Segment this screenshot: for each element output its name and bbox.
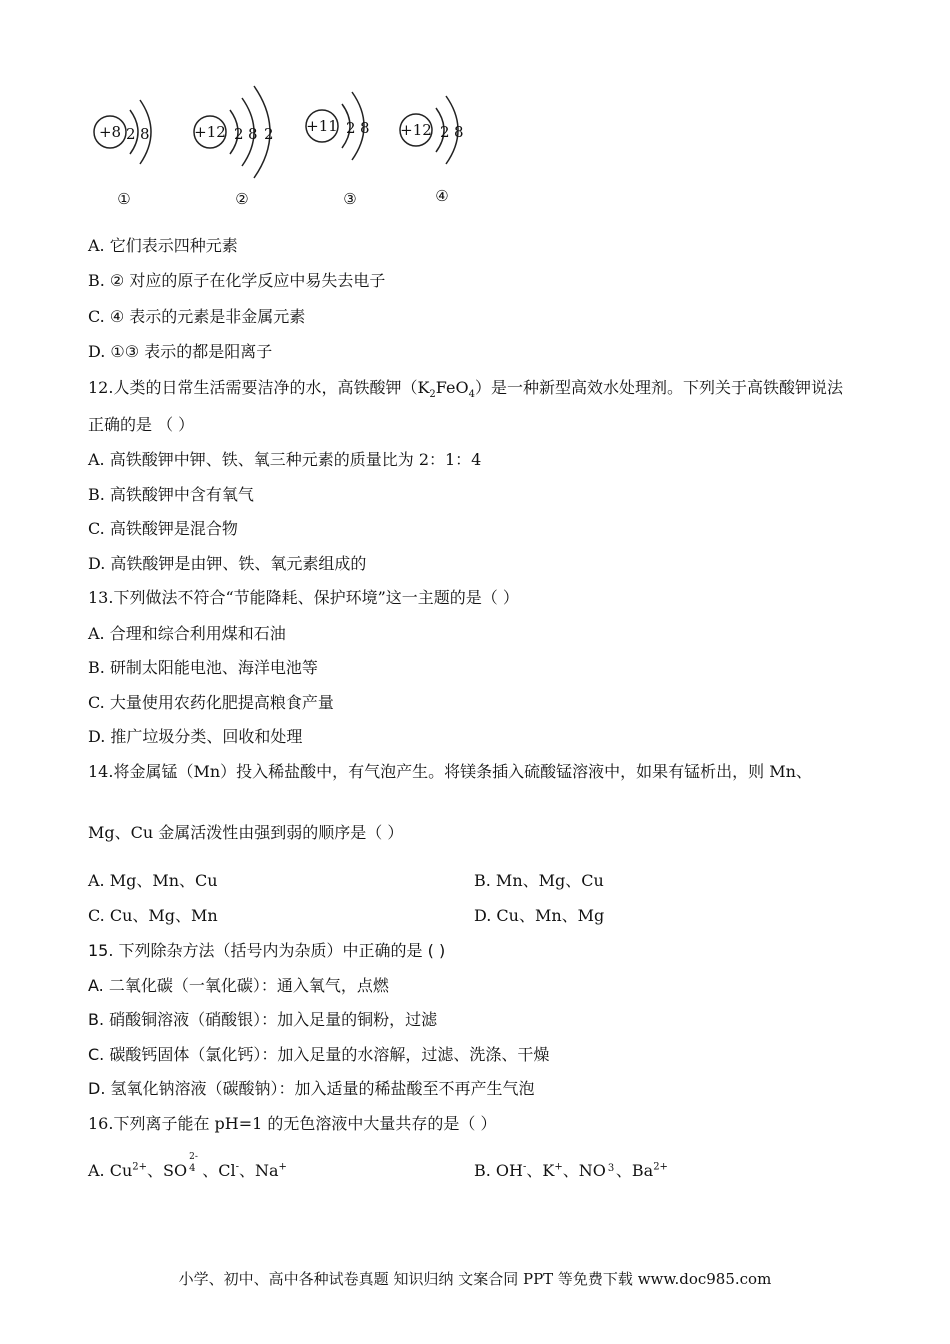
q16-a-cl: 、Cl [197,1161,236,1180]
q16-a-cu: A. Cu [88,1161,133,1180]
q13-stem: 13.下列做法不符合“节能降耗、保护环境”这一主题的是（ ） [88,588,519,607]
q12-k-subscript: 2 [429,389,436,401]
q16-b-ba: 、Ba [615,1161,654,1180]
q13-option-d: D. 推广垃圾分类、回收和处理 [88,727,303,746]
q11-option-c: C. ④ 表示的元素是非金属元素 [88,307,306,326]
shell-2-2: 8 [248,125,258,143]
atom-label-3: ③ [343,190,357,208]
q13-option-b: B. 研制太阳能电池、海洋电池等 [88,658,318,677]
q14-option-b: B. Mn、Mg、Cu [474,871,604,890]
shell-3-1: 2 [346,119,356,137]
q16-b-no-subscript: 3 [607,1163,615,1174]
nucleus-charge-2: +12 [194,123,226,141]
atom-label-2: ② [235,190,249,208]
q15-option-d: D. 氢氧化钠溶液（碳酸钠）：加入适量的稀盐酸至不再产生气泡 [88,1079,535,1098]
q12-feo: FeO [435,378,469,397]
q16-a-so-charge: 2- [189,1152,198,1162]
q16-a-cl-charge: - [235,1161,239,1173]
q13-option-c: C. 大量使用农药化肥提高粮食产量 [88,693,334,712]
q16-b-k: 、K [526,1161,555,1180]
q15-option-a: A. 二氧化碳（一氧化碳）：通入氧气，点燃 [88,976,389,995]
q12-option-a: A. 高铁酸钾中钾、铁、氧三种元素的质量比为 2：1：4 [88,450,482,469]
shell-1-2: 8 [140,125,150,143]
q16-b-k-charge: + [554,1161,563,1173]
q16-a-so-subscript: 4 [189,1163,196,1174]
shell-1-1: 2 [126,125,136,143]
q15-option-c: C. 碳酸钙固体（氯化钙）：加入足量的水溶解，过滤、洗涤、干燥 [88,1045,550,1064]
q12-option-d: D. 高铁酸钾是由钾、铁、氧元素组成的 [88,554,367,573]
q15-stem: 15. 下列除杂方法（括号内为杂质）中正确的是 ( ) [88,941,446,960]
q16-stem: 16.下列离子能在 pH=1 的无色溶液中大量共存的是（ ） [88,1114,497,1133]
shell-2-3: 2 [264,125,274,143]
q15-option-b: B. 硝酸铜溶液（硝酸银）：加入足量的铜粉，过滤 [88,1010,438,1029]
q14-option-a: A. Mg、Mn、Cu [88,871,218,890]
q13-option-a: A. 合理和综合利用煤和石油 [88,624,286,643]
q11-option-d: D. ①③ 表示的都是阳离子 [88,342,273,361]
q16-a-na-charge: + [278,1161,287,1173]
q12-stem-pre: 12.人类的日常生活需要洁净的水，高铁酸钾（K [88,378,430,397]
shell-4-2: 8 [454,123,464,141]
q14-option-d: D. Cu、Mn、Mg [474,906,605,925]
atomic-structure-diagram [86,82,486,212]
q16-a-so: 、SO [147,1161,188,1180]
q16-a-na: 、Na [238,1161,279,1180]
q11-option-b: B. ② 对应的原子在化学反应中易失去电子 [88,271,386,290]
q16-b-oh: B. OH [474,1161,523,1180]
q14-stem-2: Mg、Cu 金属活泼性由强到弱的顺序是（ ） [88,823,404,842]
q12-stem-2: 正确的是 （ ） [88,415,195,434]
shell-3-2: 8 [360,119,370,137]
atom-label-4: ④ [435,187,449,205]
q16-b-ba-charge: 2+ [653,1161,668,1173]
nucleus-charge-3: +11 [306,117,338,135]
q14-stem-1: 14.将金属锰（Mn）投入稀盐酸中，有气泡产生。将镁条插入硫酸锰溶液中，如果有锰析出，则 Mn、 [88,762,812,781]
q16-b-no: 、NO [562,1161,606,1180]
page-footer: 小学、初中、高中各种试卷真题 知识归纳 文案合同 PPT 等免费下载 www.doc985.com [178,1270,772,1288]
atom-label-1: ① [117,190,131,208]
q12-stem [88,377,843,399]
q12-option-c: C. 高铁酸钾是混合物 [88,519,238,538]
q12-stem-post: ）是一种新型高效水处理剂。下列关于高铁酸钾说法 [474,378,843,397]
nucleus-charge-4: +12 [400,121,432,139]
q16-a-cu-charge: 2+ [132,1161,148,1173]
q16-b-oh-charge: - [523,1161,527,1173]
shell-4-1: 2 [440,123,450,141]
nucleus-charge-1: +8 [98,123,122,141]
q11-option-a: A. 它们表示四种元素 [88,236,238,255]
shell-2-1: 2 [234,125,244,143]
q14-option-c: C. Cu、Mg、Mn [88,906,218,925]
q12-option-b: B. 高铁酸钾中含有氧气 [88,485,254,504]
q12-o-subscript: 4 [468,389,475,401]
q16-option-a [88,1152,287,1182]
q16-option-b [474,1160,668,1182]
